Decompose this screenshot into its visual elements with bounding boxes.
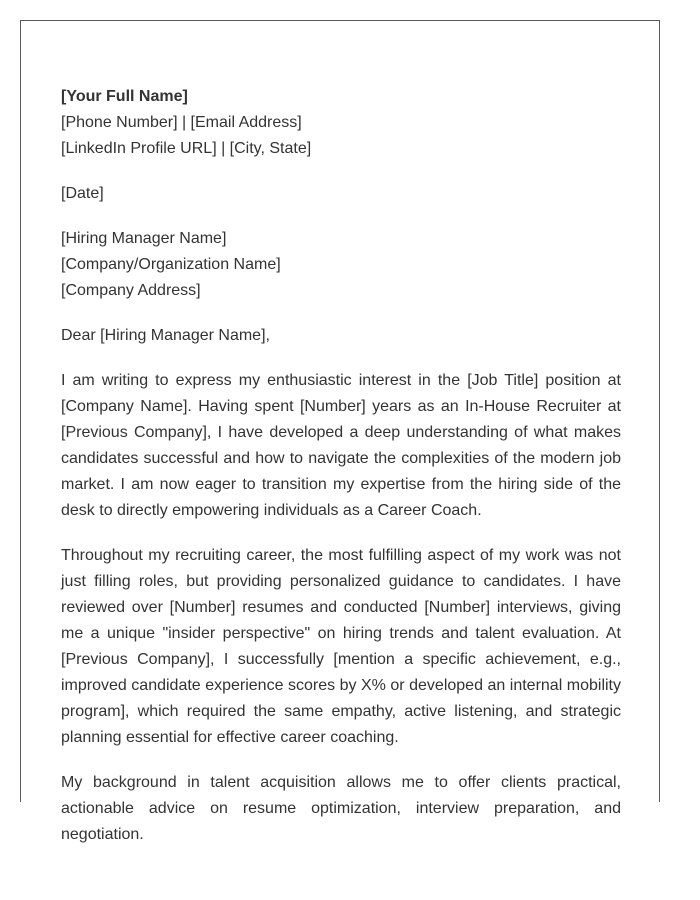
recipient-organization: [Company/Organization Name] bbox=[61, 256, 281, 273]
sender-contact-line-1: [Phone Number] | [Email Address] bbox=[61, 114, 302, 131]
body-paragraph-3: My background in talent acquisition allows me to offer clients practical, actionable advice on resume optimization, interview preparation, and negotiation. bbox=[61, 774, 621, 843]
salutation: Dear [Hiring Manager Name], bbox=[61, 327, 270, 344]
sender-header bbox=[61, 84, 621, 162]
sender-contact-line-2: [LinkedIn Profile URL] | [City, State] bbox=[61, 140, 312, 157]
sender-full-name: [Your Full Name] bbox=[61, 88, 188, 105]
letter-page bbox=[20, 20, 660, 843]
body-paragraph-2: Throughout my recruiting career, the most fulfilling aspect of my work was not just filling roles, but providing personalized guidance to candidates. I have reviewed over [Number] resumes and conducted [Number] interviews, giving me a unique "insider perspective" on hiring trends and talent evaluation. At [Previous Company], I successfully [mention a specific achievement, e.g., improved candidate experience scores by X% or developed an internal mobility program], which required the same empathy, active listening, and strategic planning essential for effective career coaching. bbox=[61, 547, 621, 746]
recipient-name: [Hiring Manager Name] bbox=[61, 230, 227, 247]
letter-date: [Date] bbox=[61, 185, 104, 202]
letter-date-block bbox=[61, 181, 621, 207]
letter-content bbox=[61, 84, 621, 848]
recipient-address: [Company Address] bbox=[61, 282, 201, 299]
recipient-block bbox=[61, 226, 621, 304]
body-paragraph-1: I am writing to express my enthusiastic interest in the [Job Title] position at [Company Name]. Having spent [Number] years as an In-House Recruiter at [Previous Company], I have developed a deep understanding of what makes candidates successful and how to navigate the complexities of the modern job market. I am now eager to transition my expertise from the hiring side of the desk to directly empowering individuals as a Career Coach. bbox=[61, 372, 621, 519]
